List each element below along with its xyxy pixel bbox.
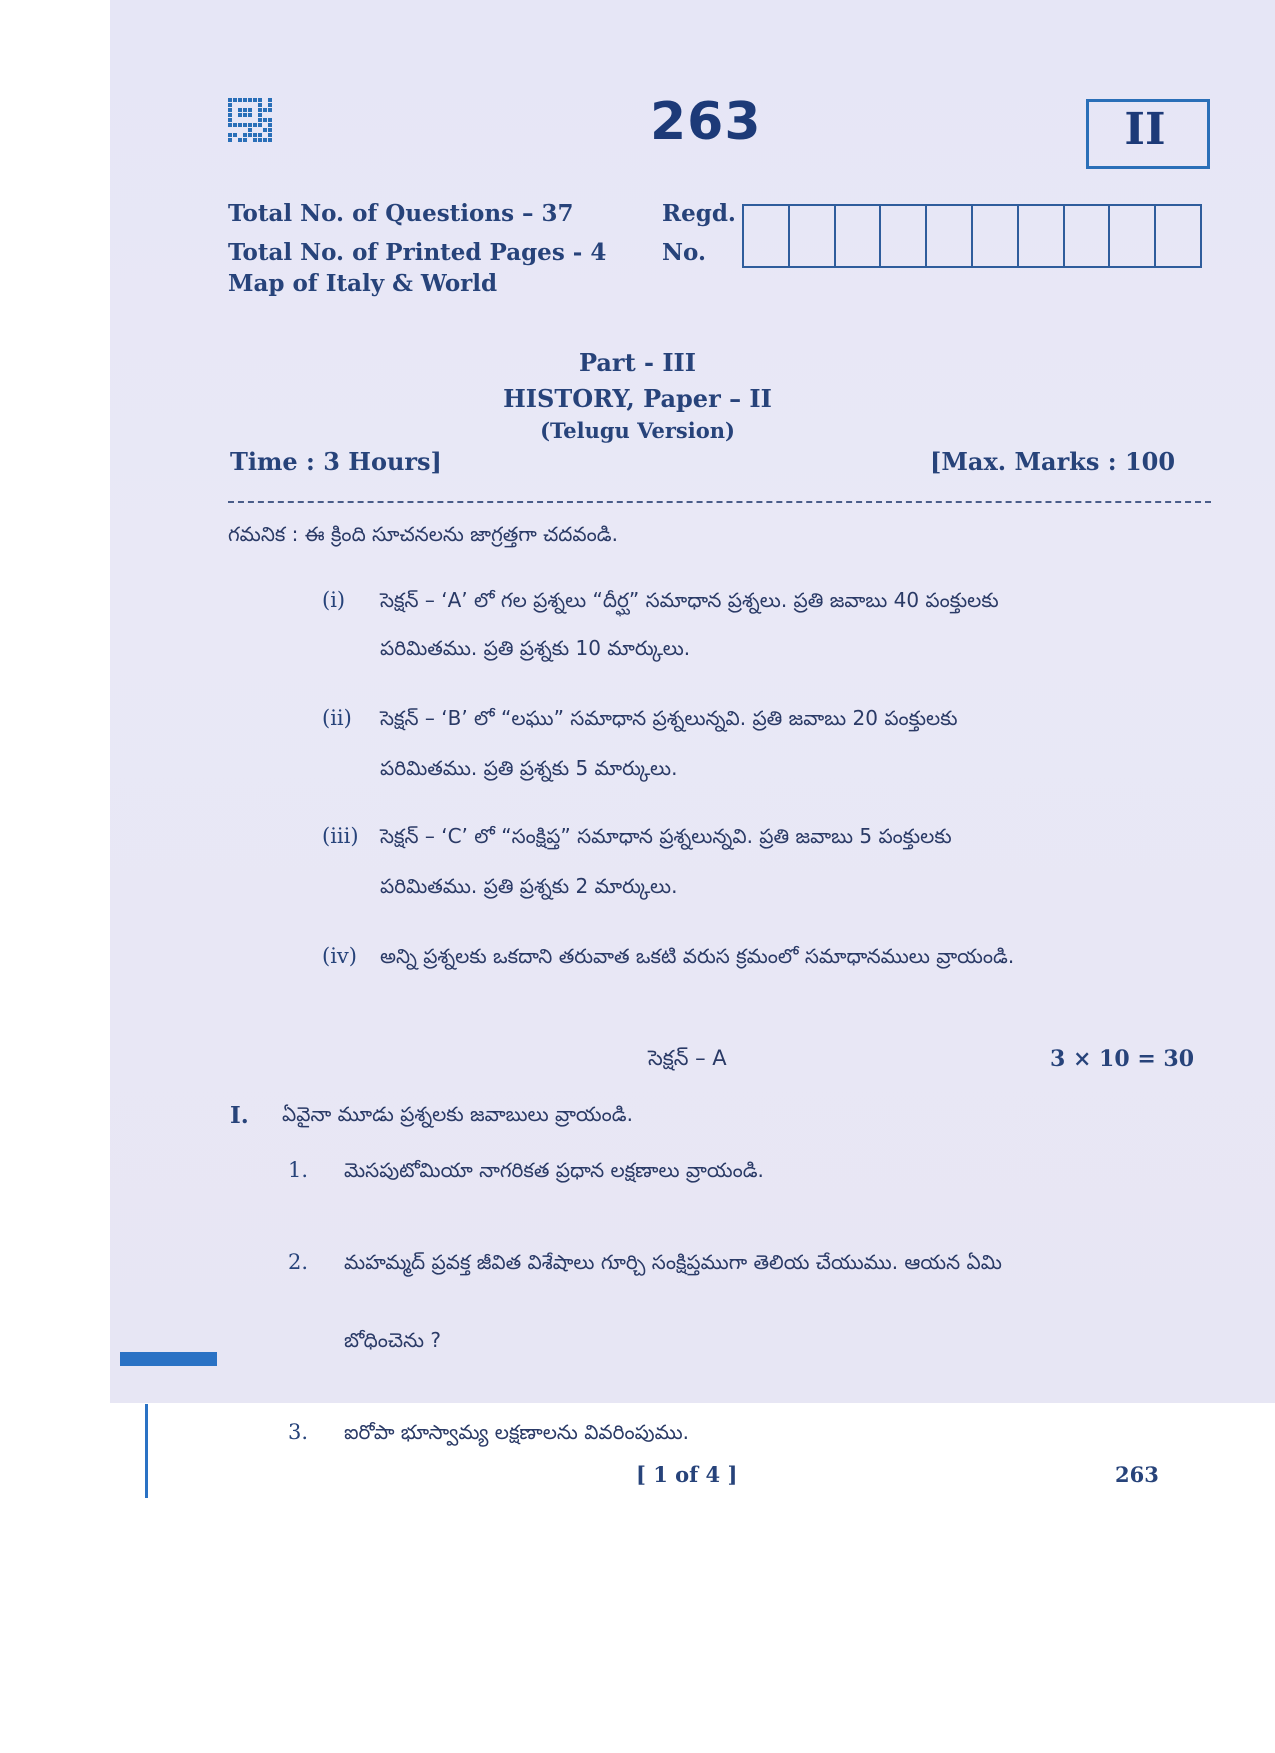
instruction-text: పరిమితము. ప్రతి ప్రశ్నకు 5 మార్కులు. [380, 756, 678, 780]
registration-number-boxes[interactable] [742, 204, 1202, 268]
question-text: మెసపుటోమియా నాగరికత ప్రధాన లక్షణాలు వ్రాయండి. [344, 1158, 764, 1182]
map-note: Map of Italy & World [228, 270, 498, 297]
total-questions: Total No. of Questions – 37 [228, 200, 574, 227]
group-number: I. [230, 1102, 249, 1129]
instruction-number: (ii) [322, 706, 352, 730]
question-number: 3. [288, 1420, 309, 1444]
instruction-text: సెక్షన్ – ‘C’ లో “సంక్షిప్త” సమాధాన ప్రశ్నలున్నవి. ప్రతి జవాబు 5 పంక్తులకు [380, 824, 952, 848]
set-label: II [1124, 104, 1166, 155]
divider [228, 501, 1211, 503]
regd-no-label: No. [662, 239, 706, 266]
ink-mark [145, 1404, 148, 1498]
time-label: Time : 3 Hours] [230, 447, 442, 476]
total-pages: Total No. of Printed Pages - 4 [228, 239, 607, 266]
instruction-text: అన్ని ప్రశ్నలకు ఒకదాని తరువాత ఒకటి వరుస క్రమంలో సమాధానములు వ్రాయండి. [380, 944, 1015, 968]
instruction-number: (i) [322, 588, 346, 612]
section-marks: 3 × 10 = 30 [1050, 1046, 1195, 1072]
group-instruction: ఏవైనా మూడు ప్రశ్నలకు జవాబులు వ్రాయండి. [282, 1102, 633, 1126]
max-marks-label: [Max. Marks : 100 [930, 447, 1176, 476]
qr-code-icon [228, 98, 272, 142]
subject-title: HISTORY, Paper – II [503, 384, 772, 413]
question-text: ఐరోపా భూస్వామ్య లక్షణాలను వివరింపుము. [344, 1420, 690, 1444]
question-text: మహమ్మద్ ప్రవక్త జీవిత విశేషాలు గూర్చి సంక్షిప్తముగా తెలియ చేయుము. ఆయన ఏమి [344, 1250, 1002, 1274]
section-title: సెక్షన్ – A [648, 1046, 727, 1070]
version-label: (Telugu Version) [540, 418, 735, 443]
instructions-heading: గమనిక : ఈ క్రింది సూచనలను జాగ్రత్తగా చదవండి. [228, 522, 618, 546]
part-label: Part - III [578, 348, 697, 377]
instruction-text: పరిమితము. ప్రతి ప్రశ్నకు 2 మార్కులు. [380, 874, 678, 898]
instruction-number: (iii) [322, 824, 359, 848]
question-number: 2. [288, 1250, 309, 1274]
ink-mark [120, 1352, 217, 1366]
instruction-text: సెక్షన్ – ‘B’ లో “లఘు” సమాధాన ప్రశ్నలున్నవి. ప్రతి జవాబు 20 పంక్తులకు [380, 706, 958, 730]
regd-label: Regd. [662, 200, 736, 227]
instruction-number: (iv) [322, 944, 357, 968]
paper-code: 263 [650, 92, 762, 152]
question-text: బోధించెను ? [344, 1328, 442, 1352]
instruction-text: పరిమితము. ప్రతి ప్రశ్నకు 10 మార్కులు. [380, 636, 691, 660]
footer-code: 263 [1115, 1462, 1159, 1487]
instruction-text: సెక్షన్ – ‘A’ లో గల ప్రశ్నలు “దీర్ఘ” సమాధాన ప్రశ్నలు. ప్రతి జవాబు 40 పంక్తులకు [380, 588, 999, 612]
question-number: 1. [288, 1158, 309, 1182]
page-number: [ 1 of 4 ] [636, 1462, 738, 1487]
